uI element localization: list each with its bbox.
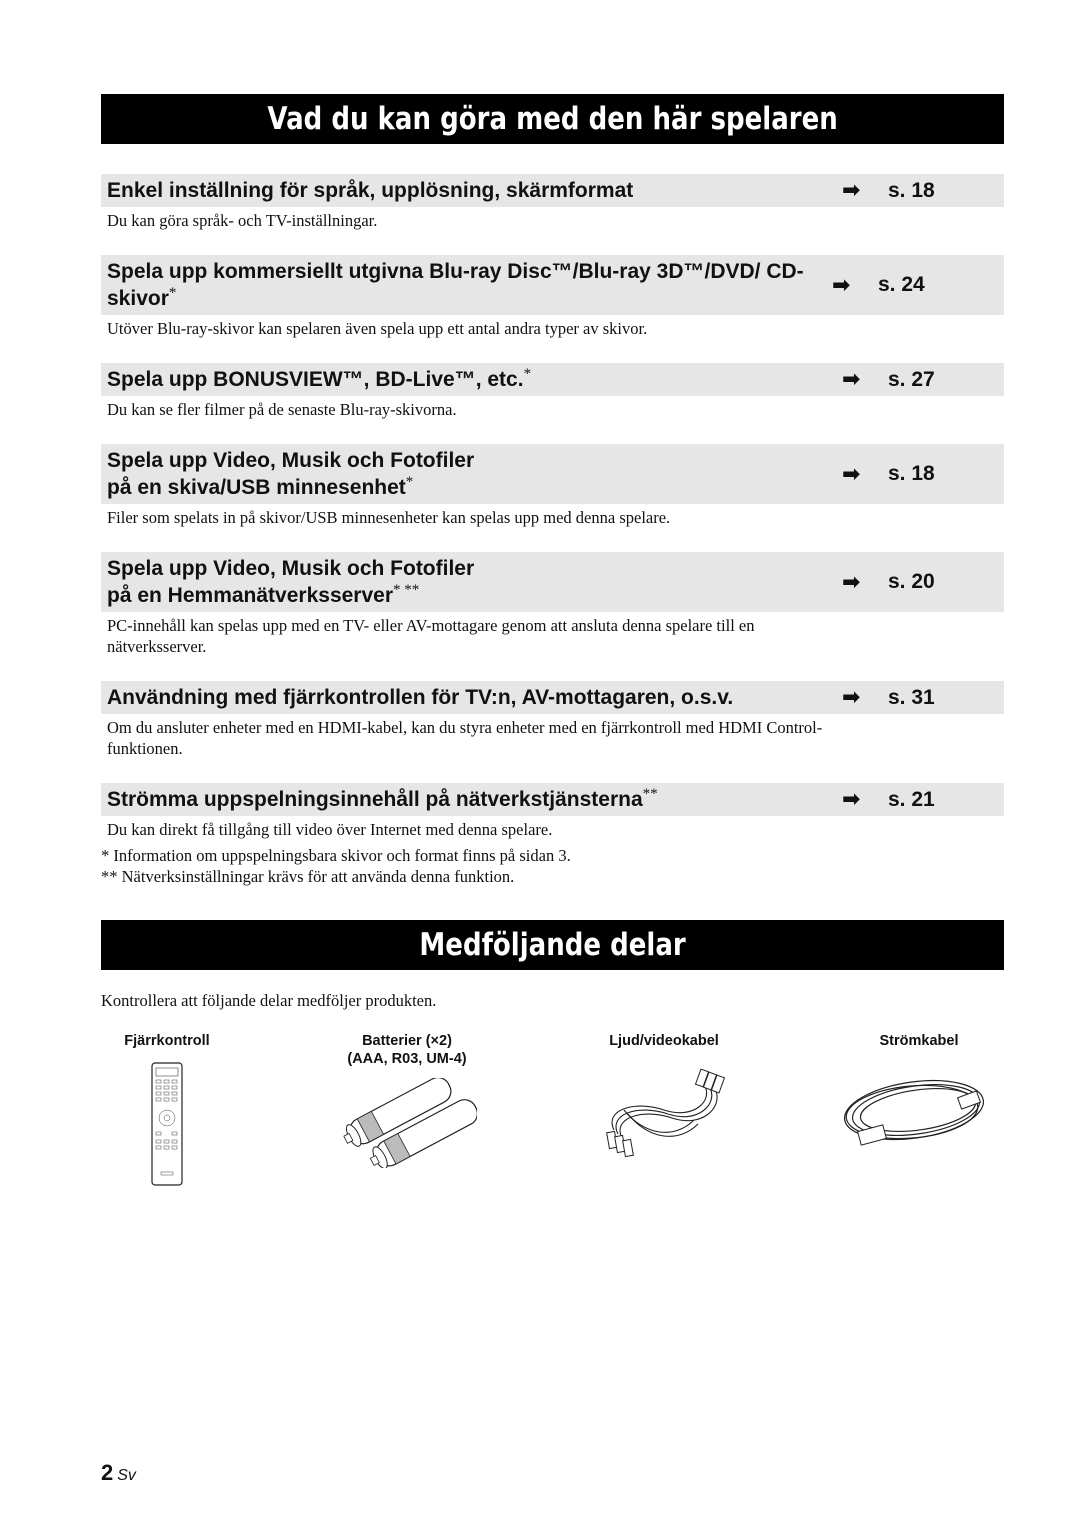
arrow-right-icon: ➡ <box>842 461 861 487</box>
feature-description: PC-innehåll kan spelas upp med en TV- eller AV-mottagare genom att ansluta denna spelare till en nätverksserver. <box>107 616 755 656</box>
page-reference[interactable]: s. 31 <box>888 685 935 709</box>
part-item <box>67 1032 267 1190</box>
arrow-right-icon: ➡ <box>842 367 861 392</box>
page-reference[interactable]: s. 27 <box>888 367 935 391</box>
feature-title: Spela upp kommersiellt utgivna Blu-ray Disc™/Blu-ray 3D™/DVD/ CD-skivor* <box>107 260 804 310</box>
page-number <box>101 1460 136 1486</box>
feature-description: Du kan se fler filmer på de senaste Blu-ray-skivorna. <box>107 400 457 419</box>
batteries-icon <box>337 1078 477 1168</box>
part-item <box>819 1032 1019 1160</box>
intro-text: Kontrollera att följande delar medföljer produkten. <box>101 991 437 1010</box>
feature-item <box>101 444 1004 528</box>
feature-title: Spela upp BONUSVIEW™, BD-Live™, etc.* <box>107 366 532 391</box>
part-label: Strömkabel <box>879 1033 959 1049</box>
feature-description: Om du ansluter enheter med en HDMI-kabel, kan du styra enheter med en fjärrkontroll med HDMI Control-funktionen. <box>107 718 823 758</box>
part-label: Ljud/videokabel <box>609 1033 719 1049</box>
feature-title: Strömma uppspelningsinnehåll på nätverkstjänsterna** <box>107 786 658 811</box>
power-cable-icon <box>834 1060 1004 1160</box>
feature-item <box>101 681 1004 759</box>
part-label: Fjärrkontroll <box>124 1033 210 1049</box>
feature-title: Användning med fjärrkontrollen för TV:n, AV-mottagaren, o.s.v. <box>107 686 734 709</box>
feature-description: Du kan göra språk- och TV-inställningar. <box>107 211 378 230</box>
feature-header <box>101 363 1004 396</box>
feature-item <box>101 552 1004 657</box>
section-title-features <box>101 94 1004 144</box>
feature-header <box>101 255 1004 315</box>
section-title-text: Vad du kan göra med den här spelaren <box>267 101 838 137</box>
page-language: Sv <box>117 1467 136 1484</box>
part-item <box>307 1032 507 1168</box>
feature-header <box>101 444 1004 504</box>
feature-item <box>101 174 1004 231</box>
feature-item <box>101 255 1004 339</box>
arrow-right-icon: ➡ <box>842 787 861 812</box>
feature-header <box>101 174 1004 207</box>
page-number-value: 2 <box>101 1460 114 1485</box>
arrow-right-icon: ➡ <box>842 685 861 710</box>
feature-header <box>101 552 1004 612</box>
page-reference[interactable]: s. 21 <box>888 787 935 811</box>
feature-list <box>101 174 1004 840</box>
page-reference[interactable]: s. 20 <box>888 570 935 593</box>
feature-description: Filer som spelats in på skivor/USB minnesenheter kan spelas upp med denna spelare. <box>107 508 671 527</box>
av-cable-icon <box>594 1060 734 1160</box>
feature-item <box>101 783 1004 840</box>
section-title-text: Medföljande delar <box>419 927 686 963</box>
remote-control-icon <box>147 1060 187 1190</box>
feature-title: Spela upp Video, Musik och Fotofiler på en Hemmanätverksserver* ** <box>107 557 475 607</box>
arrow-right-icon: ➡ <box>842 569 861 595</box>
feature-description: Du kan direkt få tillgång till video över Internet med denna spelare. <box>107 820 553 839</box>
part-item <box>564 1032 764 1160</box>
feature-item <box>101 363 1004 420</box>
footnotes <box>101 845 571 887</box>
page-reference[interactable]: s. 18 <box>888 178 935 202</box>
page-reference[interactable]: s. 18 <box>888 462 935 485</box>
arrow-right-icon: ➡ <box>842 178 861 203</box>
section-title-included-parts <box>101 920 1004 970</box>
feature-title: Spela upp Video, Musik och Fotofiler på en skiva/USB minnesenhet* <box>107 449 475 499</box>
arrow-right-icon: ➡ <box>832 272 851 298</box>
feature-title: Enkel inställning för språk, upplösning, skärmformat <box>107 179 634 202</box>
footnote: ** Nätverksinställningar krävs för att använda denna funktion. <box>101 867 515 886</box>
parts-list <box>101 1032 1004 1212</box>
part-label: Batterier (×2) (AAA, R03, UM-4) <box>347 1033 467 1067</box>
page-reference[interactable]: s. 24 <box>878 273 925 296</box>
feature-description: Utöver Blu-ray-skivor kan spelaren även spela upp ett antal andra typer av skivor. <box>107 319 648 338</box>
feature-header <box>101 681 1004 714</box>
feature-header <box>101 783 1004 816</box>
footnote: * Information om uppspelningsbara skivor och format finns på sidan 3. <box>101 846 571 865</box>
